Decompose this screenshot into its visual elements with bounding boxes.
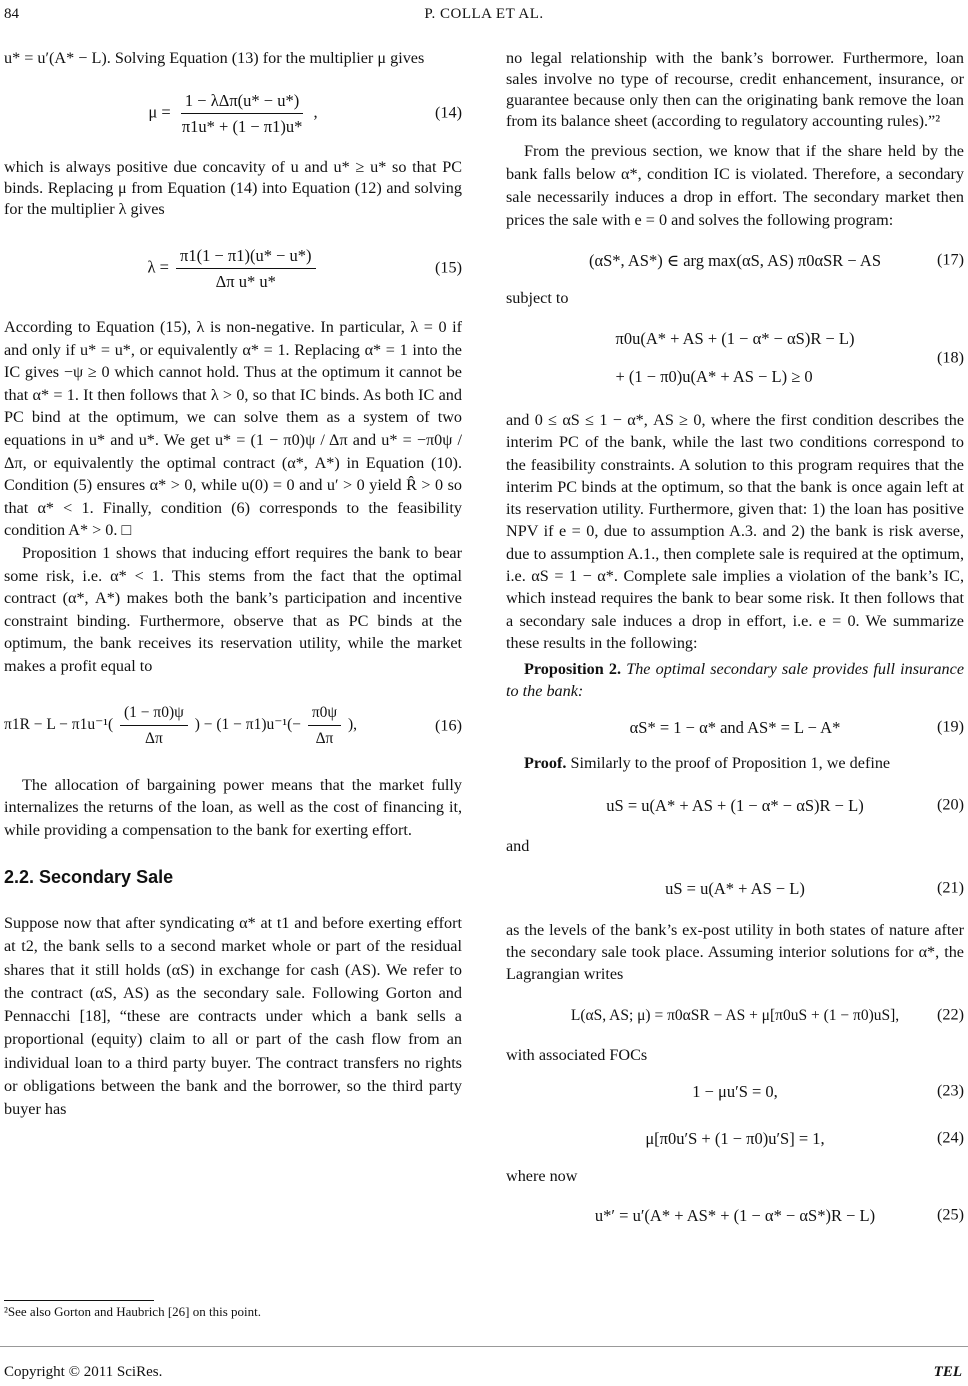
equation-number: (17) [937, 250, 964, 269]
paragraph: Suppose now that after syndicating α* at t1 and before exerting effort at t2, the bank sells to a second market whole or part of the residual shares that it still holds (αS) in exchange for cash (AS). We refer to the contract (αS, AS) as the secondary sale. Following Gorton and Pennacchi [18], “these are contracts under which a bank sells a proportional (equity) claim to all or part of the cash flow from an individual loan to a third party buyer. The contract transfers no rights or obligations between the bank and the borrower, so the third party buyer has [4, 914, 462, 1118]
proof-text: Similarly to the proof of Proposition 1, we define [570, 754, 891, 773]
equation-number: (19) [937, 717, 964, 736]
equation-18 [506, 315, 964, 401]
equation-body: (αS*, AS*) ∈ arg max(αS, AS) π0αSR − AS [588, 250, 882, 270]
fraction [308, 702, 341, 749]
proof-paragraph [506, 752, 964, 774]
equation-number: (22) [937, 1005, 964, 1024]
equation-16 [4, 684, 462, 768]
equation-tail: , [313, 101, 318, 121]
page-number: 84 [4, 6, 19, 22]
journal-name: TEL [933, 1364, 962, 1380]
equation-tail: , [895, 1006, 900, 1024]
paragraph: which is always positive due concavity of u and u* ≥ u* so that PC binds. Replacing μ from Equation (14) into Equation (12) and solving for the multiplier λ gives [4, 158, 462, 218]
equation-number: (14) [435, 103, 462, 122]
proposition-2 [506, 658, 964, 702]
proof-label: Proof. [524, 754, 567, 773]
paragraph: with associated FOCs [506, 1046, 648, 1065]
equation-number: (18) [937, 348, 964, 367]
equation-body: uS = u(A* + AS + (1 − α* − αS)R − L) [606, 795, 864, 815]
paragraph: as the levels of the bank’s ex-post utility in both states of nature after the secondary sale took place. Assuming interior solutions for α*, the Lagrangian writes [506, 921, 964, 984]
paragraph: According to Equation (15), λ is non-negative. In particular, λ = 0 if and only if u* = u*, or equivalently α* = 1. Replacing α* = 1 into the IC gives −ψ ≥ 0 which cannot hold. Thus at the optimum it cannot be that α* = 1. It then follows that λ > 0, so that IC binds. As both IC and PC bind at the optimum, we can solve them as a system of two equations in u* and u*. We get u* = (1 − π0)ψ / Δπ and u* = −π0ψ / Δπ, or equivalently the optimal contract (α*, A*) in Equation (10). Condition (5) ensures α* > 0, while u(0) = 0 and u′ > 0 yield R̂ > 0 so that α* < 1. Finally, condition (6) corresponds to the feasibility condition A* > 0. □ [4, 318, 462, 540]
equation-19 [506, 708, 964, 746]
proposition-text: The optimal secondary sale provides full insurance to the bank: [506, 660, 965, 701]
equation-number: (20) [937, 795, 964, 814]
equation-line: + (1 − π0)u(A* + AS − L) ≥ 0 [615, 367, 813, 386]
paragraph: u* = u′(A* − L). Solving Equation (13) for the multiplier μ gives [4, 49, 425, 67]
equation-14 [4, 75, 462, 151]
numerator: π0ψ [308, 702, 341, 726]
equation-25 [506, 1193, 964, 1237]
numerator: π1(1 − π1)(u* − u*) [176, 245, 316, 269]
fraction [120, 702, 188, 749]
equation-line: π0u(A* + AS + (1 − α* − αS)R − L) [615, 329, 855, 348]
denominator: Δπ u* u* [215, 271, 276, 291]
fraction [176, 245, 316, 292]
running-title: P. COLLA ET AL. [424, 6, 544, 22]
equation-23 [506, 1072, 964, 1110]
equation-number: (24) [937, 1128, 964, 1147]
equation-22 [506, 991, 964, 1039]
right-column [506, 48, 964, 1243]
equation-number: (15) [435, 258, 462, 277]
paragraph: The allocation of bargaining power means that the market fully internalizes the returns of the loan, as well as the cost of financing it, while providing a compensation to the bank for exerting effort. [4, 775, 462, 839]
paragraph: no legal relationship with the bank’s borrower. Furthermore, loan sales involve no type of recourse, credit enhancement, insurance, or guarantee because only then can the originating bank remove the loan from its balance sheet (according to regulatory accounting rules).”² [506, 49, 964, 130]
equation-21 [506, 863, 964, 913]
denominator: Δπ [145, 730, 163, 747]
equation-number: (21) [937, 878, 964, 897]
equation-part: ), [348, 716, 358, 734]
equation-number: (23) [937, 1081, 964, 1100]
equation-lhs: λ = [147, 256, 169, 276]
equation-number: (25) [937, 1205, 964, 1224]
equation-body: u*′ = u′(A* + AS* + (1 − α* − αS*)R − L) [594, 1205, 876, 1225]
proposition-label: Proposition 2. [524, 660, 622, 679]
paragraph: Proposition 1 shows that inducing effort requires the bank to bear some risk, i.e. α* < 1. This stems from the fact that the optimal contract (α*, A*) makes both the bank’s participation and incentive constraint binding. Furthermore, observe that as PC binds at the optimum, the bank receives its reservation utility, while the market makes a profit equal to [4, 543, 462, 675]
paragraph: subject to [506, 289, 569, 307]
paragraph: and 0 ≤ αS ≤ 1 − α*, AS ≥ 0, where the first condition describes the interim PC of the bank, while the last two conditions correspond to the feasibility constraints. A solution to this program requires that the interim PC binds at the optimum, so that the bank is once again left at its reservation utility. Furthermore, given that: 1) the loan has positive NPV if e = 0, due to assumption A.3. and 2) the bank is risk averse, due to assumption A.1., then complete sale is required at the optimum, i.e. αS = 1 − α*. Complete sale implies a violation of the bank’s IC, which instead requires the bank to bear some risk. It then follows that a secondary sale induces a drop in effort, i.e. e = 0. We summarize these results in the following: [506, 411, 964, 652]
equation-body: L(αS, AS; μ) = π0αSR − AS + μ[π0uS + (1 − π0)uS] [570, 1006, 896, 1024]
equation-15 [4, 226, 462, 310]
denominator: Δπ [315, 730, 334, 747]
fraction [178, 90, 307, 137]
equation-lhs: μ = [148, 101, 171, 121]
paragraph: where now [506, 1167, 578, 1186]
paragraph: and [506, 837, 530, 856]
paragraph: From the previous section, we know that if the share held by the bank falls below α*, condition IC is violated. Therefore, a secondary sale necessarily induces a drop in effort. The secondary market then prices the sale with e = 0 and solves the following program: [506, 142, 964, 229]
equation-17 [506, 238, 964, 282]
denominator: π1u* + (1 − π1)u* [181, 116, 303, 136]
numerator: (1 − π0)ψ [120, 702, 188, 726]
footnote-rule [4, 1300, 154, 1301]
equation-part: π1R − L − π1u⁻¹( [4, 716, 114, 734]
left-column [4, 48, 462, 1121]
equation-number: (16) [435, 716, 462, 734]
equation-part: ) − (1 − π1)u⁻¹(− [194, 716, 301, 734]
equation-20 [506, 780, 964, 830]
equation-body: αS* = 1 − α* and AS* = L − A* [629, 717, 841, 737]
equation-body: μ[π0u′S + (1 − π0)u′S] = 1, [645, 1128, 825, 1148]
page-header [0, 6, 968, 28]
equation-body: 1 − μu′S = 0, [692, 1081, 778, 1101]
equation-body: uS = u(A* + AS − L) [665, 878, 805, 898]
footer-rule [0, 1346, 968, 1347]
copyright: Copyright © 2011 SciRes. [4, 1364, 163, 1380]
section-heading: 2.2. Secondary Sale [4, 867, 174, 888]
numerator: 1 − λΔπ(u* − u*) [181, 90, 303, 114]
equation-24 [506, 1116, 964, 1160]
footnote: ²See also Gorton and Haubrich [26] on this point. [4, 1304, 261, 1319]
